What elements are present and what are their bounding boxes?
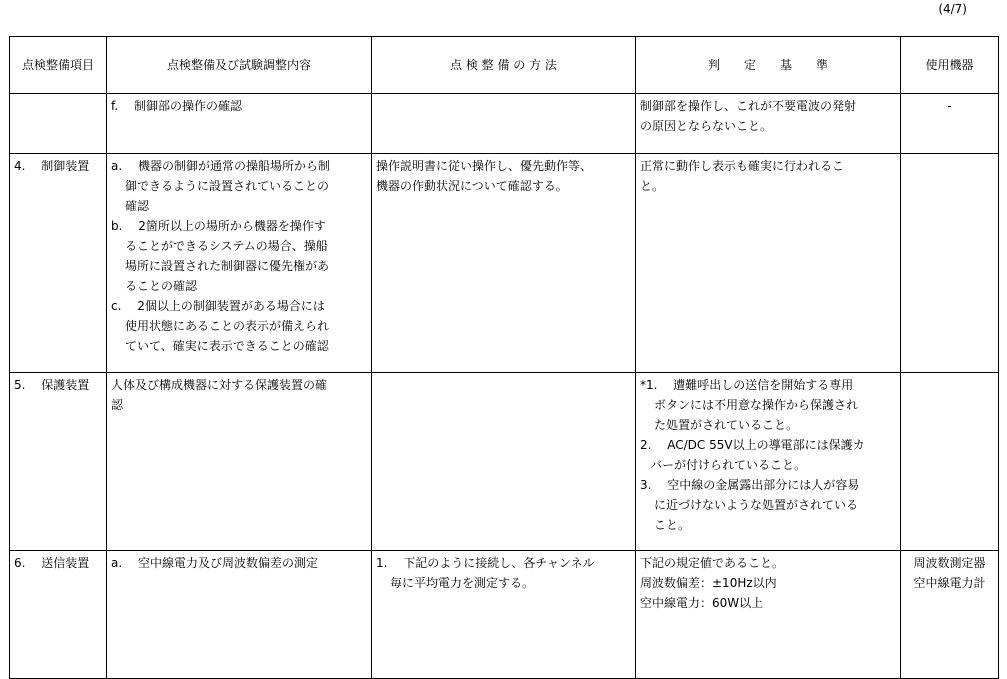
content-cell: a. 機器の制御が通常の操船場所から制 御できるように設置されていることの 確認 b. 2箇所以上の場所から機器を操作す ることができるシステムの場合、操船 場所に設置された制御器に優先権があ ることの確認 c. 2個以上の制御装置がある場合には 使用状態にあることの表示が備えられ ていて、確実に表示できることの確認 — [107, 154, 372, 373]
content-cell: f. 制御部の操作の確認 — [107, 94, 372, 154]
equipment-cell: 周波数測定器 空中線電力計 — [901, 551, 999, 679]
method-cell — [372, 94, 636, 154]
header-content: 点検整備及び試験調整内容 — [107, 37, 372, 94]
header-equipment: 使用機器 — [901, 37, 999, 94]
header-row — [10, 37, 999, 94]
method-cell: 操作説明書に従い操作し、優先動作等、 機器の作動状況について確認する。 — [372, 154, 636, 373]
criteria-cell: 下記の規定値であること。 周波数偏差：±10Hz以内 空中線電力：60W以上 — [636, 551, 901, 679]
criteria-cell: *1. 遭難呼出しの送信を開始する専用 ボタンには不用意な操作から保護され た処置がされていること。 2. AC/DC 55V以上の導電部には保護カ バーが付けられていること。 3. 空中線の金属露出部分には人が容易 に近づけないような処置がされている こと。 — [636, 373, 901, 551]
header-criteria: 判 定 基 準 — [636, 37, 901, 94]
method-cell: 1. 下記のように接続し、各チャンネル 毎に平均電力を測定する。 — [372, 551, 636, 679]
table-row — [10, 551, 999, 679]
header-method: 点 検 整 備 の 方 法 — [372, 37, 636, 94]
inspection-table — [9, 36, 999, 679]
equipment-cell: - — [901, 94, 999, 154]
table-row — [10, 154, 999, 373]
item-cell: 6. 送信装置 — [10, 551, 107, 679]
content-cell: 人体及び構成機器に対する保護装置の確 認 — [107, 373, 372, 551]
page-number: (4/7) — [938, 2, 967, 16]
equipment-cell — [901, 373, 999, 551]
criteria-cell: 正常に動作し表示も確実に行われるこ と。 — [636, 154, 901, 373]
table-row — [10, 373, 999, 551]
table-row — [10, 94, 999, 154]
item-cell: 5. 保護装置 — [10, 373, 107, 551]
method-cell — [372, 373, 636, 551]
header-item: 点検整備項目 — [10, 37, 107, 94]
equipment-cell — [901, 154, 999, 373]
item-cell — [10, 94, 107, 154]
content-cell: a. 空中線電力及び周波数偏差の測定 — [107, 551, 372, 679]
item-cell: 4. 制御装置 — [10, 154, 107, 373]
criteria-cell: 制御部を操作し、これが不要電波の発射 の原因とならないこと。 — [636, 94, 901, 154]
